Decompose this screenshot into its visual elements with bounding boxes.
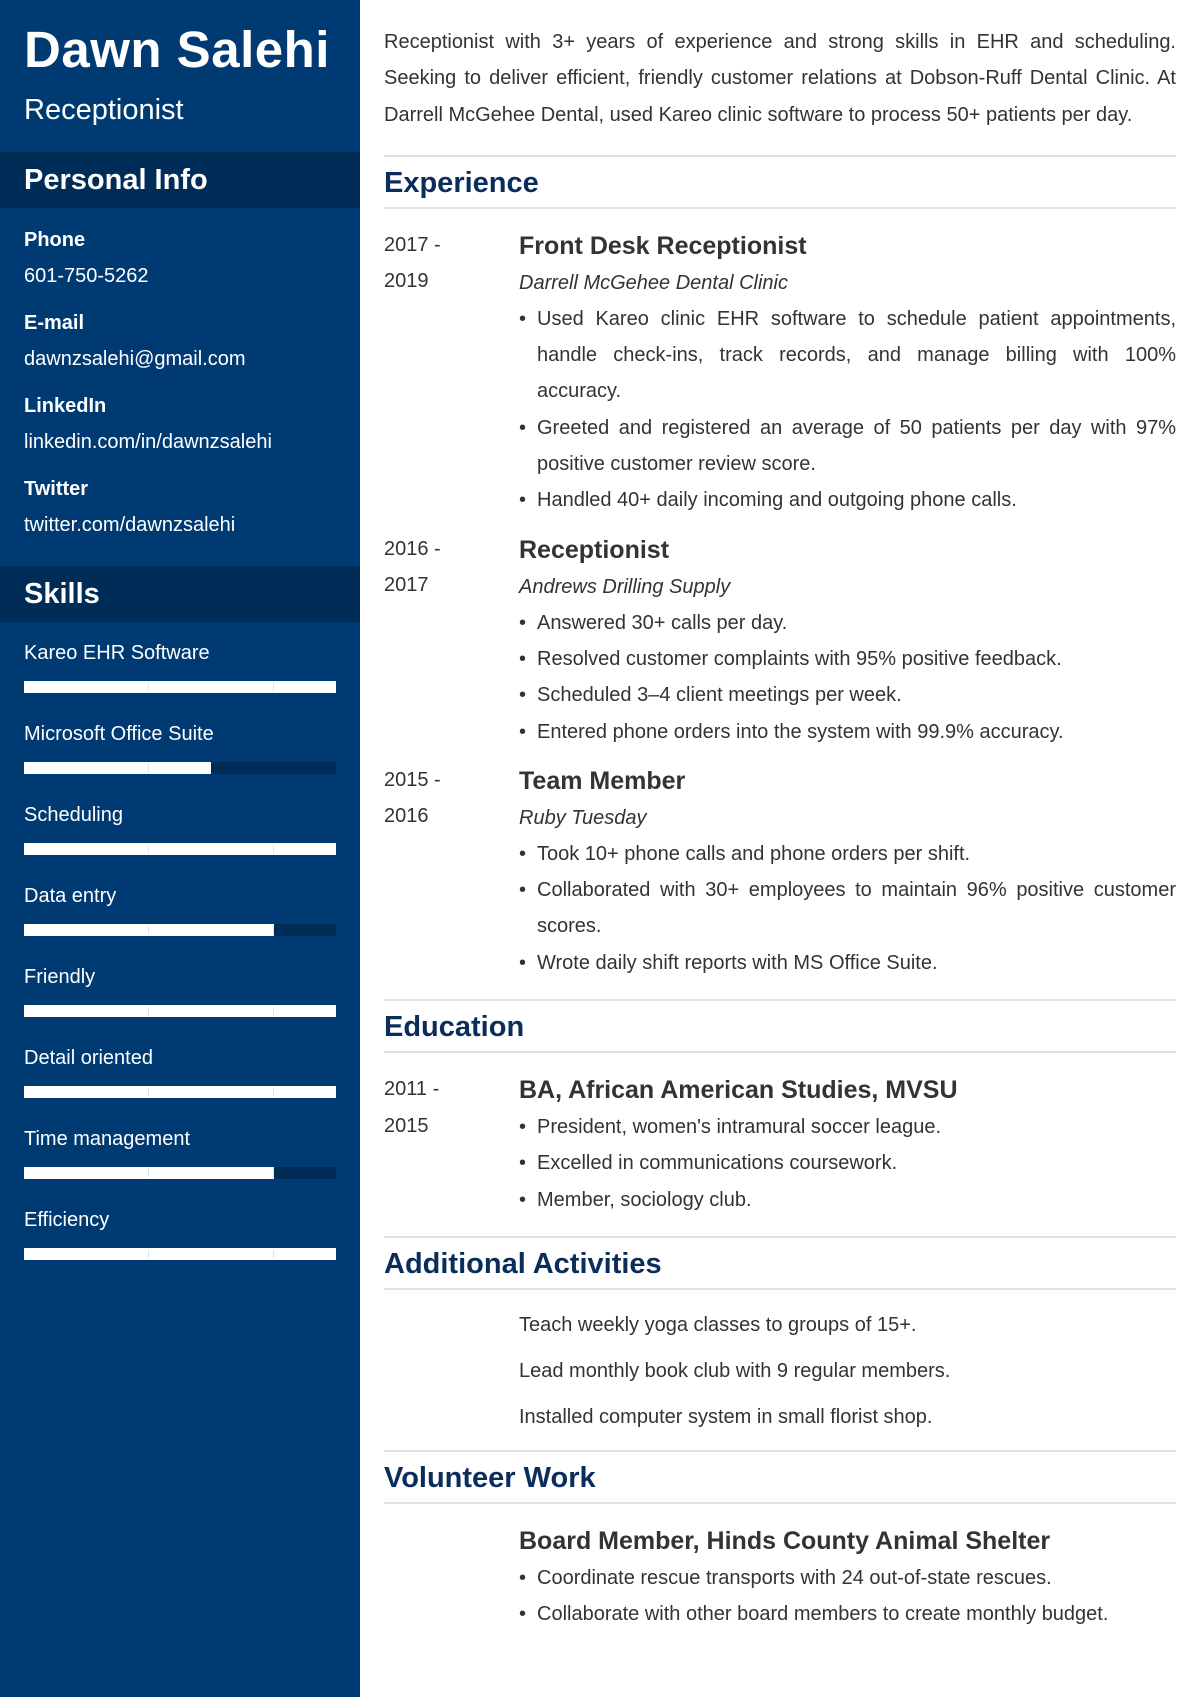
date-end: 2016 [384,805,429,828]
skill-label: Kareo EHR Software [24,642,210,664]
education-dates [384,1071,519,1218]
job-dates [384,531,519,750]
skill-item [24,800,336,881]
skill-bar [24,1086,336,1098]
education-details [519,1071,1176,1218]
skill-label: Efficiency [24,1209,110,1231]
date-end: 2019 [384,270,429,293]
bullet-item: • Collaborate with other board members to create monthly budget. [519,1596,1176,1632]
job-details [519,531,1176,750]
job-dates [384,762,519,981]
bullet-item: • Coordinate rescue transports with 24 out-of-state rescues. [519,1560,1176,1596]
contact-twitter [24,471,336,543]
activity-item: Installed computer system in small florist shop. [519,1405,933,1428]
job-company: Ruby Tuesday [519,806,647,829]
skill-label: Microsoft Office Suite [24,723,214,745]
bullet-item: • Answered 30+ calls per day. [519,605,1176,641]
job-title: Team Member [519,766,686,795]
twitter-link[interactable]: twitter.com/dawnzsalehi [24,514,236,536]
volunteer-entry [384,1504,1176,1633]
contact-list [0,208,360,566]
name-block [0,0,360,152]
phone-value[interactable]: 601-750-5262 [24,265,149,287]
bullet-item: • President, women's intramural soccer league. [519,1109,1176,1145]
contact-linkedin [24,388,336,460]
skill-bar [24,1167,336,1179]
bullet-item: • Greeted and registered an average of 50 patients per day with 97% positive customer review score. [519,410,1176,483]
skill-level-fill [24,1005,336,1017]
candidate-role: Receptionist [24,94,184,126]
volunteer-role: Board Member, Hinds County Animal Shelter [519,1526,1051,1555]
job-entry [384,227,1176,519]
date-end: 2017 [384,574,429,597]
bullet-item: • Took 10+ phone calls and phone orders per shift. [519,836,1176,872]
skill-bar [24,1248,336,1260]
skills-heading: Skills [0,566,360,622]
skill-bar [24,762,336,774]
date-end: 2015 [384,1114,429,1137]
personal-info-heading: Personal Info [0,152,360,208]
skill-level-fill [24,1086,336,1098]
job-dates [384,227,519,519]
job-bullets [519,836,1176,981]
skill-level-fill [24,924,274,936]
skills-list [0,622,360,1286]
activity-item: Lead monthly book club with 9 regular members. [519,1359,951,1382]
job-company: Andrews Drilling Supply [519,575,731,598]
skill-item [24,962,336,1043]
linkedin-link[interactable]: linkedin.com/in/dawnzsalehi [24,431,272,453]
contact-label: LinkedIn [24,395,107,417]
date-start: 2016 - [384,537,441,560]
skill-label: Detail oriented [24,1047,153,1069]
skill-item [24,1205,336,1286]
volunteer-heading: Volunteer Work [384,1452,1176,1504]
bullet-item: • Resolved customer complaints with 95% positive feedback. [519,641,1176,677]
degree-title: BA, African American Studies, MVSU [519,1076,958,1105]
volunteer-section [384,1450,1176,1633]
sidebar [0,0,360,1697]
skill-label: Data entry [24,885,117,907]
activities-list [384,1290,1176,1450]
contact-label: E-mail [24,312,85,334]
skill-bar [24,924,336,936]
skill-item [24,1124,336,1205]
job-details [519,762,1176,981]
job-company: Darrell McGehee Dental Clinic [519,271,788,294]
skill-level-fill [24,843,336,855]
contact-label: Phone [24,229,86,251]
skill-level-fill [24,1167,274,1179]
bullet-item: • Handled 40+ daily incoming and outgoing phone calls. [519,482,1176,518]
skill-bar [24,843,336,855]
skill-bar [24,1005,336,1017]
job-details [519,227,1176,519]
date-start: 2011 - [384,1078,440,1101]
candidate-name: Dawn Salehi [24,21,330,78]
job-entry [384,762,1176,981]
job-entry [384,531,1176,750]
skill-label: Friendly [24,966,96,988]
bullet-item: • Collaborated with 30+ employees to maintain 96% positive customer scores. [519,872,1176,945]
activity-item: Teach weekly yoga classes to groups of 15+. [519,1313,917,1336]
job-bullets [519,605,1176,750]
skill-item [24,719,336,800]
bullet-item: • Used Kareo clinic EHR software to schedule patient appointments, handle check-ins, track records, and manage billing with 100% accuracy. [519,301,1176,410]
education-entry [384,1071,1176,1218]
job-bullets [519,301,1176,519]
contact-email [24,305,336,377]
skill-level-fill [24,762,211,774]
experience-entries [384,209,1176,999]
bullet-item: • Scheduled 3–4 client meetings per week. [519,677,1176,713]
skill-item [24,1043,336,1124]
skill-level-fill [24,1248,336,1260]
contact-label: Twitter [24,478,89,500]
activities-heading: Additional Activities [384,1238,1176,1290]
education-entries [384,1053,1176,1236]
experience-section [384,155,1176,999]
skill-label: Scheduling [24,804,123,826]
email-value[interactable]: dawnzsalehi@gmail.com [24,348,246,370]
skill-level-fill [24,681,336,693]
skill-item [24,638,336,719]
bullet-item: • Wrote daily shift reports with MS Office Suite. [519,945,1176,981]
date-start: 2017 - [384,233,441,256]
main-content [384,0,1176,1633]
job-title: Receptionist [519,535,670,564]
skill-label: Time management [24,1128,190,1150]
education-section [384,999,1176,1236]
bullet-item: • Entered phone orders into the system with 99.9% accuracy. [519,714,1176,750]
education-heading: Education [384,1001,1176,1053]
volunteer-bullets [519,1560,1176,1633]
experience-heading: Experience [384,157,1176,209]
skill-item [24,881,336,962]
skill-bar [24,681,336,693]
summary-text: Receptionist with 3+ years of experience and strong skills in EHR and scheduling. Seeking to deliver efficient, friendly customer relations at Dobson-Ruff Dental Clinic. At Darrell McGehee Dental, used Kareo clinic software to process 50+ patients per day. [384,31,1176,126]
activities-section [384,1236,1176,1450]
bullet-item: • Member, sociology club. [519,1182,1176,1218]
date-start: 2015 - [384,768,441,791]
bullet-item: • Excelled in communications coursework. [519,1145,1176,1181]
job-title: Front Desk Receptionist [519,231,807,260]
contact-phone [24,222,336,294]
education-bullets [519,1109,1176,1218]
